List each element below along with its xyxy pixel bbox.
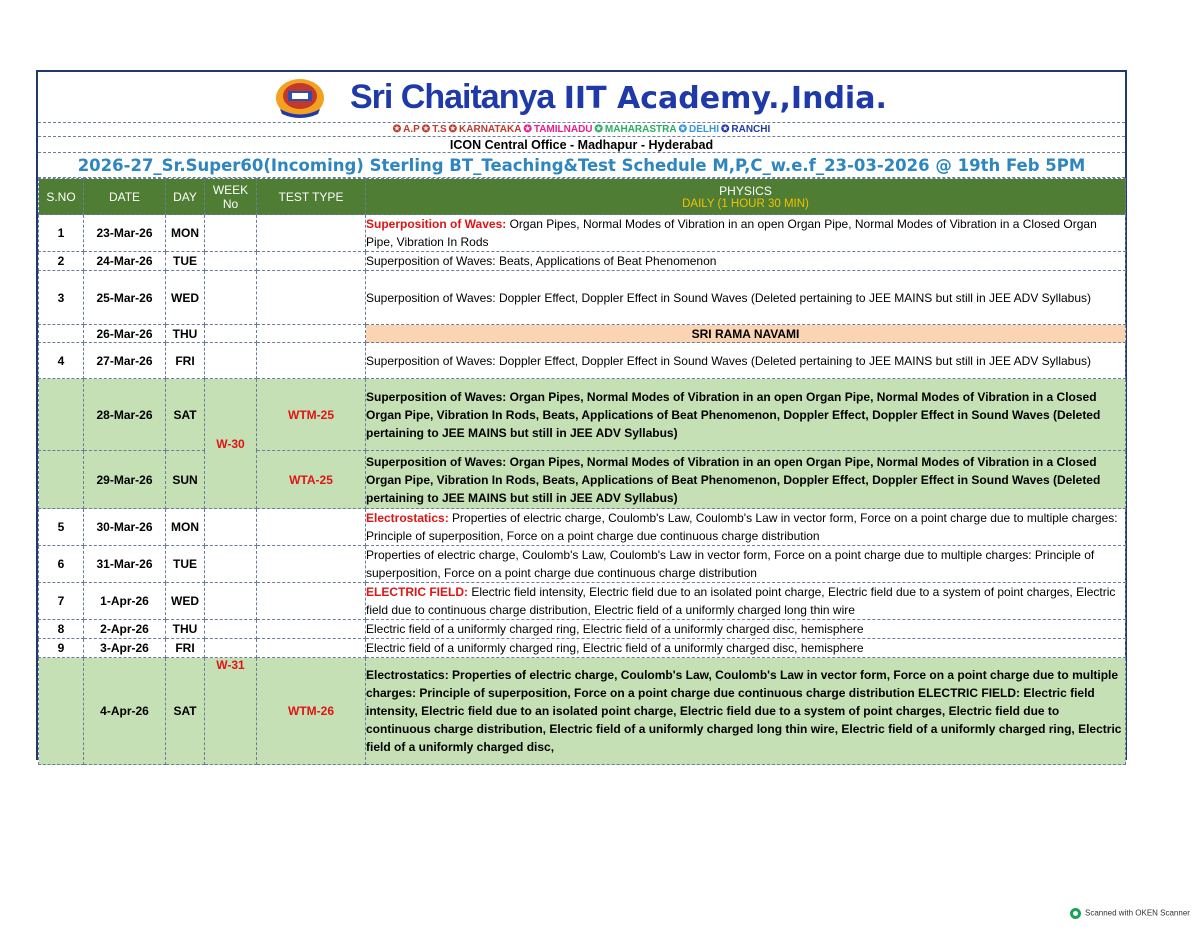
star-bullet-icon: ✪ bbox=[392, 124, 402, 135]
cell-test-type: WTM-25 bbox=[257, 379, 366, 451]
cell-test-type bbox=[257, 639, 366, 658]
table-row bbox=[39, 583, 1126, 620]
cell-week: W-31 bbox=[205, 658, 257, 765]
cell-date: 23-Mar-26 bbox=[84, 215, 166, 252]
cell-date: 26-Mar-26 bbox=[84, 325, 166, 343]
topic-text: Superposition of Waves: Doppler Effect, Doppler Effect in Sound Waves (Deleted pertaining to JEE MAINS but still in JEE ADV Syllabus) bbox=[366, 290, 1092, 305]
state-name: DELHI bbox=[688, 124, 719, 135]
state-name: T.S bbox=[432, 124, 447, 135]
cell-week bbox=[205, 546, 257, 583]
cell-day: SAT bbox=[166, 379, 205, 451]
topic-text: Electric field of a uniformly charged ring, Electric field of a uniformly charged disc, hemisphere bbox=[366, 622, 864, 636]
physics-duration: DAILY (1 HOUR 30 MIN) bbox=[682, 197, 809, 210]
cell-day: SUN bbox=[166, 451, 205, 509]
brand-primary: Sri Chaitanya bbox=[350, 78, 555, 116]
cell-day: SAT bbox=[166, 658, 205, 765]
cell-date: 2-Apr-26 bbox=[84, 620, 166, 639]
col-week: WEEK No bbox=[205, 179, 257, 215]
col-test-type: TEST TYPE bbox=[257, 179, 366, 215]
brand-secondary: IIT Academy.,India. bbox=[563, 81, 887, 116]
table-row bbox=[39, 658, 1126, 765]
state-name: A.P bbox=[403, 124, 420, 135]
schedule-sheet bbox=[36, 70, 1127, 760]
topic-text: Electric field of a uniformly charged ring, Electric field of a uniformly charged disc, hemisphere bbox=[366, 641, 864, 655]
state-label bbox=[721, 124, 770, 135]
state-label bbox=[393, 124, 420, 135]
cell-physics-topic bbox=[366, 639, 1126, 658]
cell-day: WED bbox=[166, 583, 205, 620]
cell-test-type bbox=[257, 343, 366, 379]
state-label bbox=[595, 124, 677, 135]
cell-test-type: WTM-26 bbox=[257, 658, 366, 765]
table-row bbox=[39, 451, 1126, 509]
scanner-logo-icon bbox=[1070, 908, 1081, 919]
star-bullet-icon: ✪ bbox=[523, 124, 532, 135]
cell-date: 4-Apr-26 bbox=[84, 658, 166, 765]
cell-physics-topic bbox=[366, 620, 1126, 639]
star-bullet-icon: ✪ bbox=[720, 124, 730, 135]
schedule-body bbox=[39, 215, 1126, 765]
col-physics bbox=[366, 179, 1126, 215]
states-row bbox=[38, 123, 1125, 137]
table-header-row bbox=[39, 179, 1126, 215]
cell-week bbox=[205, 271, 257, 325]
cell-test-type bbox=[257, 215, 366, 252]
cell-date: 1-Apr-26 bbox=[84, 583, 166, 620]
title-row bbox=[38, 72, 1125, 123]
cell-physics-topic bbox=[366, 583, 1126, 620]
cell-sno: 4 bbox=[39, 343, 84, 379]
cell-test-type: WTA-25 bbox=[257, 451, 366, 509]
cell-sno: 7 bbox=[39, 583, 84, 620]
cell-test-type bbox=[257, 620, 366, 639]
office-row: ICON Central Office - Madhapur - Hyderabad bbox=[38, 137, 1125, 153]
star-bullet-icon: ✪ bbox=[678, 124, 687, 135]
cell-physics-topic bbox=[366, 451, 1126, 509]
star-bullet-icon: ✪ bbox=[594, 124, 603, 135]
cell-date: 31-Mar-26 bbox=[84, 546, 166, 583]
state-name: RANCHI bbox=[731, 124, 771, 135]
table-row bbox=[39, 215, 1126, 252]
cell-date: 29-Mar-26 bbox=[84, 451, 166, 509]
topic-text: Electric field intensity, Electric field due to an isolated point charge, Electric field due to a system of point charges, Electric field due to continuous charge distribution, Electric field of a uniformly charged long thin wire bbox=[366, 585, 1116, 617]
brand-name bbox=[350, 76, 887, 120]
schedule-title: 2026-27_Sr.Super60(Incoming) Sterling BT_Teaching&Test Schedule M,P,C_w.e.f_23-03-2026 @ 19th Feb 5PM bbox=[38, 153, 1125, 178]
cell-day: THU bbox=[166, 325, 205, 343]
star-bullet-icon: ✪ bbox=[421, 124, 431, 135]
cell-physics-topic bbox=[366, 379, 1126, 451]
state-label bbox=[422, 124, 447, 135]
state-name: TAMILNADU bbox=[533, 124, 593, 135]
cell-sno: 9 bbox=[39, 639, 84, 658]
cell-sno: 2 bbox=[39, 252, 84, 271]
topic-text: Superposition of Waves: Beats, Applications of Beat Phenomenon bbox=[366, 254, 717, 268]
table-row bbox=[39, 343, 1126, 379]
cell-physics-topic bbox=[366, 252, 1126, 271]
cell-week bbox=[205, 620, 257, 639]
cell-physics-topic bbox=[366, 509, 1126, 546]
cell-test-type bbox=[257, 271, 366, 325]
cell-day: THU bbox=[166, 620, 205, 639]
cell-day: TUE bbox=[166, 252, 205, 271]
state-label bbox=[679, 124, 719, 135]
col-sno: S.NO bbox=[39, 179, 84, 215]
star-bullet-icon: ✪ bbox=[448, 124, 458, 135]
cell-sno bbox=[39, 379, 84, 451]
cell-physics-topic bbox=[366, 546, 1126, 583]
cell-sno: 3 bbox=[39, 271, 84, 325]
cell-day: MON bbox=[166, 509, 205, 546]
state-name: KARNATAKA bbox=[459, 124, 522, 135]
cell-date: 28-Mar-26 bbox=[84, 379, 166, 451]
topic-label: Superposition of Waves: bbox=[366, 217, 507, 231]
cell-date: 25-Mar-26 bbox=[84, 271, 166, 325]
cell-test-type bbox=[257, 546, 366, 583]
table-row bbox=[39, 546, 1126, 583]
cell-holiday: SRI RAMA NAVAMI bbox=[366, 325, 1126, 343]
table-row bbox=[39, 271, 1126, 325]
cell-day: FRI bbox=[166, 343, 205, 379]
state-label bbox=[449, 124, 522, 135]
scanner-text: Scanned with OKEN Scanner bbox=[1085, 908, 1190, 918]
cell-week bbox=[205, 325, 257, 343]
table-row bbox=[39, 252, 1126, 271]
cell-sno: 8 bbox=[39, 620, 84, 639]
cell-day: FRI bbox=[166, 639, 205, 658]
table-row bbox=[39, 509, 1126, 546]
cell-test-type bbox=[257, 325, 366, 343]
cell-week bbox=[205, 252, 257, 271]
topic-label: Electrostatics: bbox=[366, 511, 449, 525]
academy-logo-icon bbox=[274, 76, 326, 118]
cell-sno: 6 bbox=[39, 546, 84, 583]
schedule-table bbox=[38, 178, 1126, 765]
table-row bbox=[39, 639, 1126, 658]
cell-sno: 1 bbox=[39, 215, 84, 252]
cell-date: 27-Mar-26 bbox=[84, 343, 166, 379]
cell-week bbox=[205, 343, 257, 379]
cell-week bbox=[205, 639, 257, 658]
cell-physics-topic bbox=[366, 343, 1126, 379]
cell-physics-topic bbox=[366, 658, 1126, 765]
cell-day: WED bbox=[166, 271, 205, 325]
cell-day: MON bbox=[166, 215, 205, 252]
cell-test-type bbox=[257, 509, 366, 546]
cell-week bbox=[205, 509, 257, 546]
scanner-watermark bbox=[1070, 908, 1190, 919]
cell-date: 30-Mar-26 bbox=[84, 509, 166, 546]
cell-day: TUE bbox=[166, 546, 205, 583]
col-day: DAY bbox=[166, 179, 205, 215]
cell-week bbox=[205, 215, 257, 252]
topic-text: Superposition of Waves: Organ Pipes, Normal Modes of Vibration in an open Organ Pipe, Normal Modes of Vibration in a Closed Organ Pipe, Vibration In Rods, Beats, Applications of Beat Phenomenon, Doppler Effect, Doppler Effect in Sound Waves (Deleted pertaining to JEE MAINS but still in JEE ADV Syllabus) bbox=[366, 454, 1101, 505]
cell-date: 3-Apr-26 bbox=[84, 639, 166, 658]
topic-text: Properties of electric charge, Coulomb's Law, Coulomb's Law in vector form, Force on a point charge due to multiple charges: Principle of superposition, Force on a point charge due continuous charge distribution bbox=[366, 548, 1095, 580]
table-row bbox=[39, 379, 1126, 451]
state-name: MAHARASTRA bbox=[604, 124, 677, 135]
topic-text: Superposition of Waves: Organ Pipes, Normal Modes of Vibration in an open Organ Pipe, Normal Modes of Vibration in a Closed Organ Pipe, Vibration In Rods, Beats, Applications of Beat Phenomenon, Doppler Effect, Doppler Effect in Sound Waves (Deleted pertaining to JEE MAINS but still in JEE ADV Syllabus) bbox=[366, 389, 1101, 440]
topic-label: ELECTRIC FIELD: bbox=[366, 585, 468, 599]
cell-test-type bbox=[257, 252, 366, 271]
cell-sno bbox=[39, 325, 84, 343]
table-row bbox=[39, 325, 1126, 343]
cell-week: W-30 bbox=[205, 379, 257, 509]
cell-physics-topic bbox=[366, 215, 1126, 252]
table-row bbox=[39, 620, 1126, 639]
cell-physics-topic bbox=[366, 271, 1126, 325]
topic-text: Electrostatics: Properties of electric charge, Coulomb's Law, Coulomb's Law in vector form, Force on a point charge due to multiple charges: Principle of superposition, Force on a point charge due continuous charge distribution ELECTRIC FIELD: Electric field intensity, Electric field due to an isolated point charge, Electric field due to a system of point charges, Electric field due to continuous charge distribution, Electric field of a uniformly charged long thin wire, Electric field of a uniformly charged ring, Electric field of a uniformly charged disc, bbox=[366, 668, 1122, 754]
topic-text: Properties of electric charge, Coulomb's Law, Coulomb's Law in vector form, Force on a point charge due to multiple charges: Principle of superposition, Force on a point charge due continuous charge distribution bbox=[366, 511, 1118, 543]
cell-week bbox=[205, 583, 257, 620]
cell-sno: 5 bbox=[39, 509, 84, 546]
topic-text: Superposition of Waves: Doppler Effect, Doppler Effect in Sound Waves (Deleted pertaining to JEE MAINS but still in JEE ADV Syllabus) bbox=[366, 353, 1092, 368]
cell-date: 24-Mar-26 bbox=[84, 252, 166, 271]
cell-sno bbox=[39, 451, 84, 509]
col-date: DATE bbox=[84, 179, 166, 215]
cell-test-type bbox=[257, 583, 366, 620]
topic-text: Organ Pipes, Normal Modes of Vibration in an open Organ Pipe, Normal Modes of Vibration in a Closed Organ Pipe, Vibration In Rods bbox=[366, 217, 1097, 249]
cell-sno bbox=[39, 658, 84, 765]
state-label bbox=[523, 124, 592, 135]
physics-title: PHYSICS bbox=[719, 183, 772, 198]
